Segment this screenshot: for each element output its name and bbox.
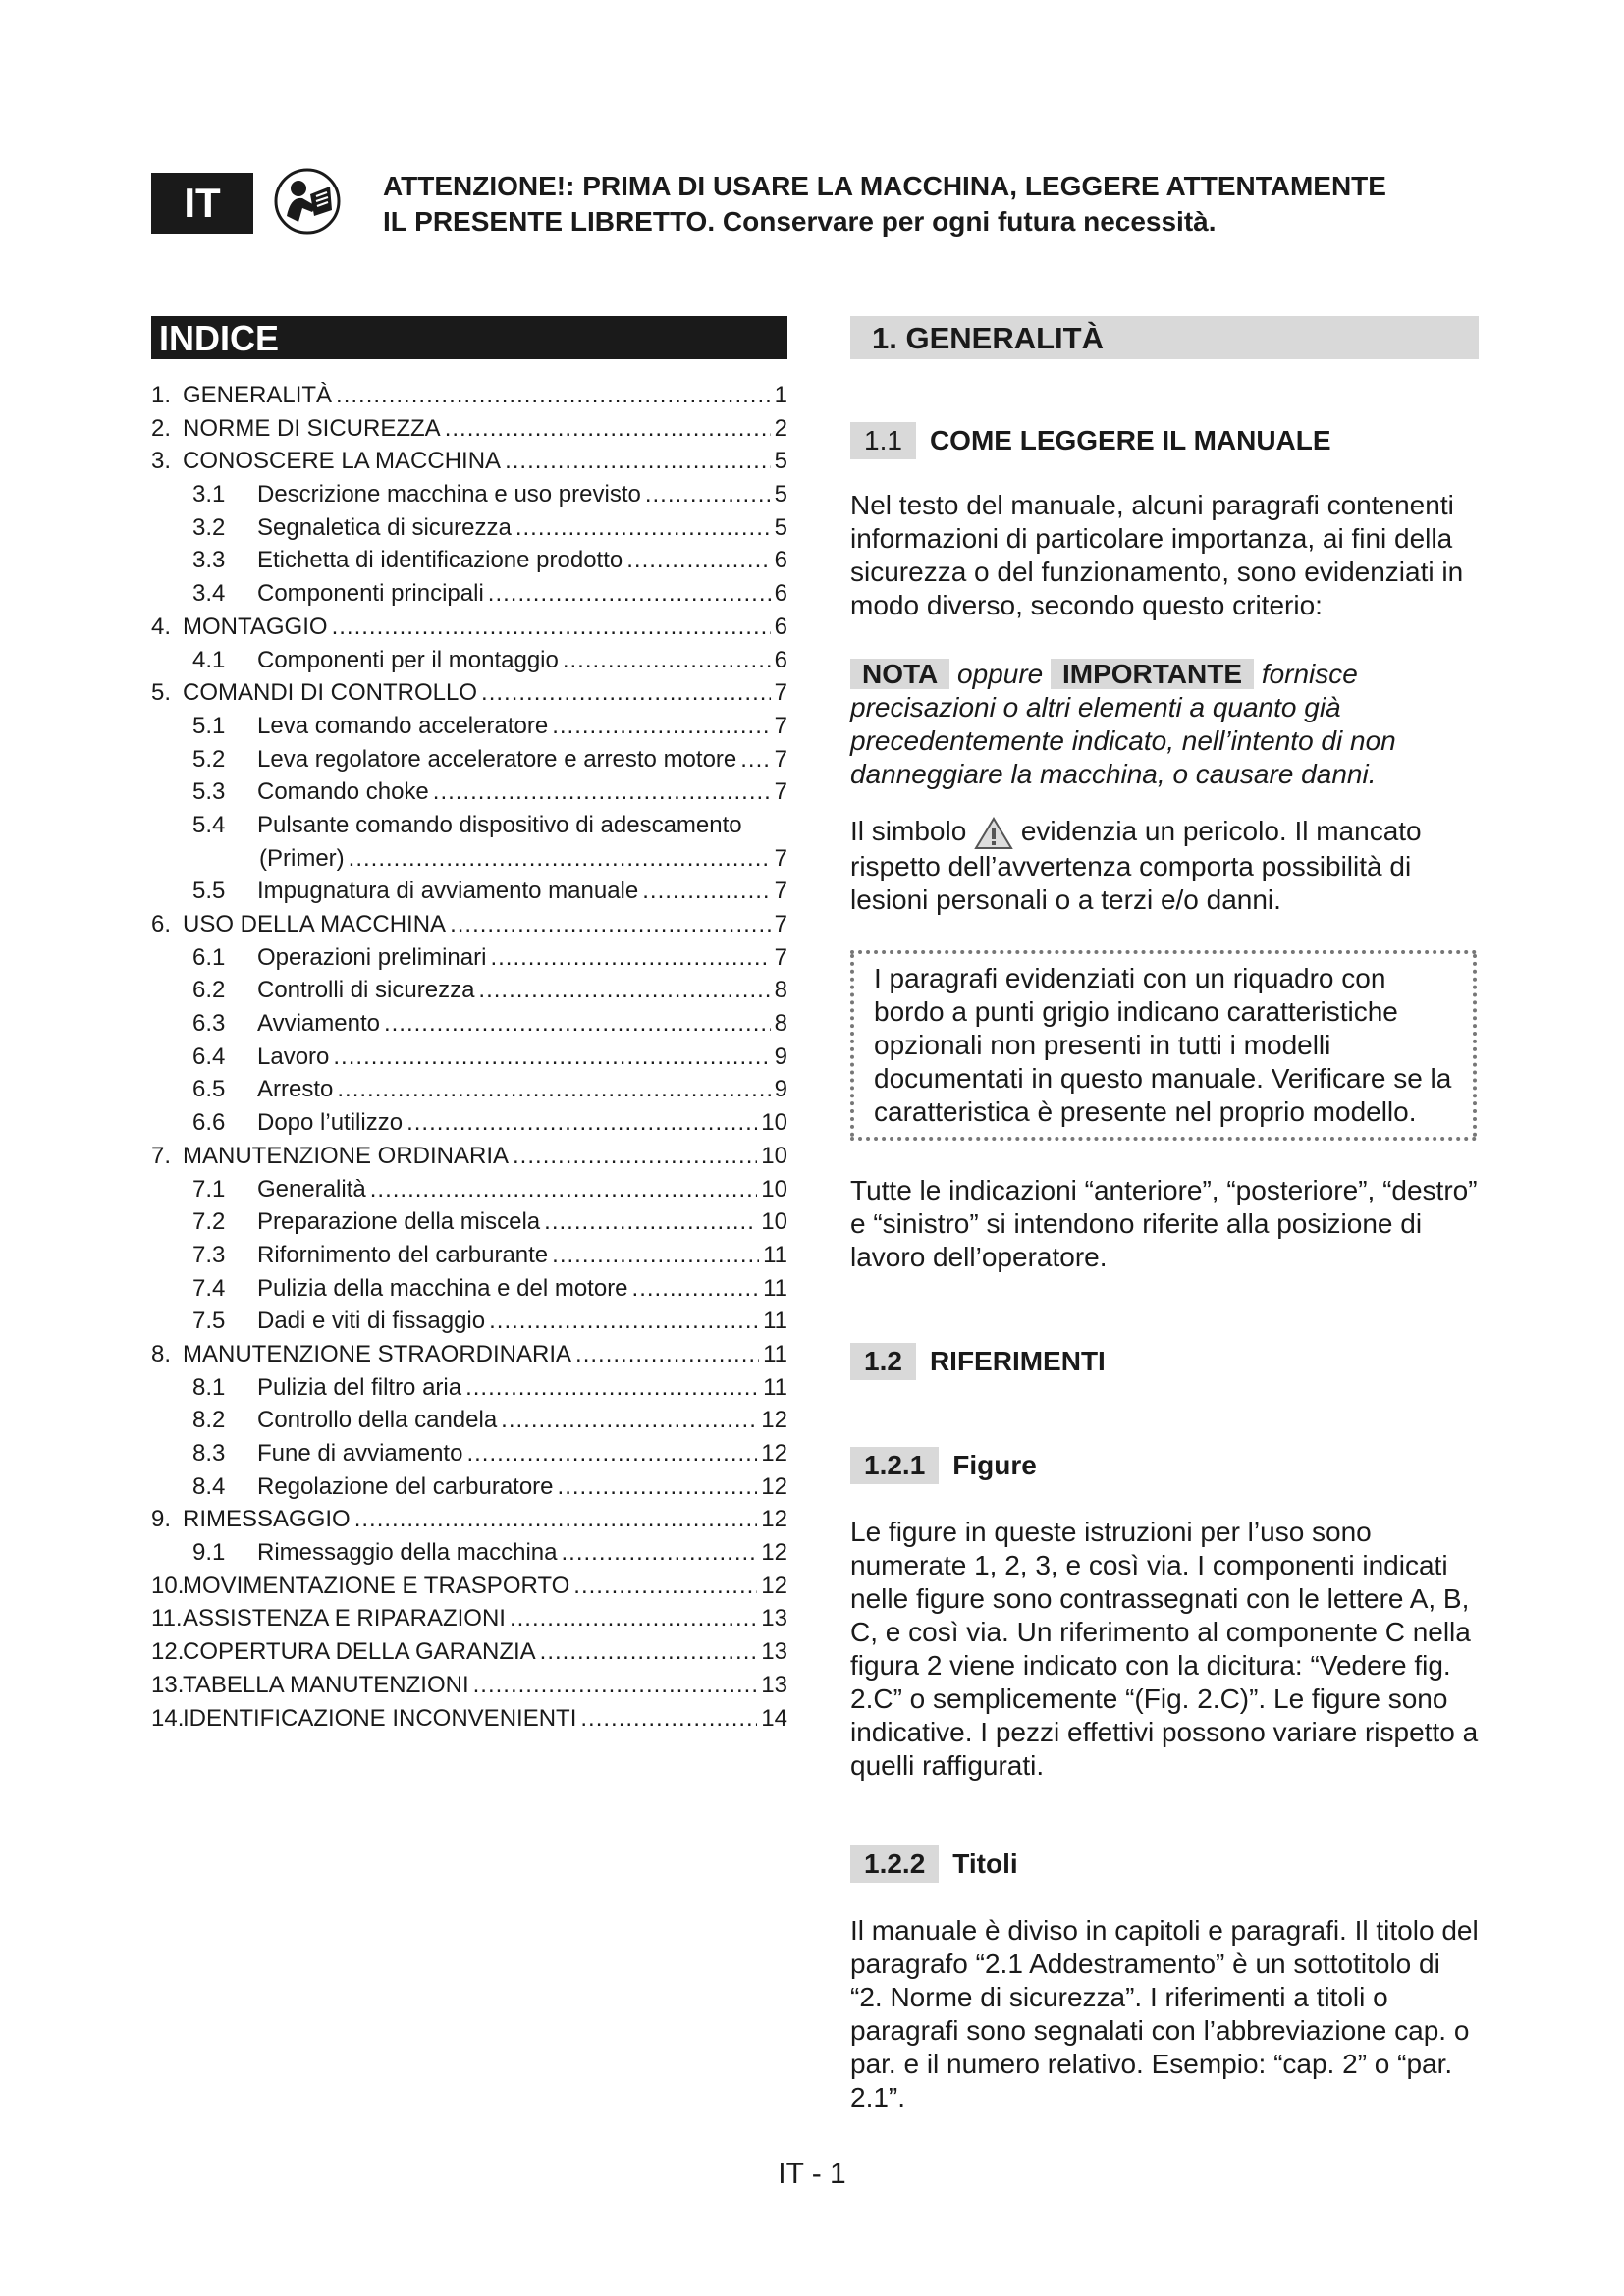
toc-entry-page: 8	[774, 977, 787, 1004]
toc-entry-number: 6.6	[192, 1109, 226, 1137]
toc-entry	[151, 743, 787, 776]
toc-leader-dots	[552, 710, 770, 743]
toc-entry	[151, 544, 787, 577]
importante-label: IMPORTANTE	[1051, 659, 1254, 689]
toc-entry-number: 6.3	[192, 1010, 226, 1038]
directions-paragraph: Tutte le indicazioni “anteriore”, “posteriore”, “destro” e “sinistro” si intendono riferite alla posizione di lavoro dell’operatore.	[850, 1175, 1478, 1272]
toc-entry-number: 5.4	[192, 811, 226, 838]
toc-entry-number: 1.	[151, 382, 172, 408]
section-title: COME LEGGERE IL MANUALE	[929, 425, 1331, 455]
section-number: 1.2	[850, 1343, 916, 1380]
toc-entry-page: 7	[774, 943, 787, 971]
toc-entry-title: Preparazione della miscela	[257, 1208, 541, 1236]
toc-entry-number: 2.	[151, 414, 172, 442]
toc-entry-title: Comando choke	[257, 778, 429, 806]
toc-entry-title: Generalità	[257, 1175, 366, 1202]
section-number: 1.2.2	[850, 1845, 939, 1883]
toc-entry-page: 12	[761, 1440, 787, 1467]
toc-entry-number: 8.	[151, 1340, 172, 1367]
toc-entry	[151, 1140, 787, 1173]
toc-entry-title: GENERALITÀ	[183, 382, 333, 408]
toc-entry	[151, 1173, 787, 1206]
toc-entry-title: Segnaletica di sicurezza	[257, 513, 512, 541]
toc-entry-title: NORME DI SICUREZZA	[183, 414, 441, 442]
toc-entry-title: Controllo della candela	[257, 1407, 498, 1434]
toc-entry-title: Rifornimento del carburante	[257, 1241, 549, 1268]
toc-entry	[151, 611, 787, 644]
toc-entry-number: 5.2	[192, 745, 226, 773]
toc-leader-dots	[333, 1041, 770, 1074]
toc-entry	[151, 1437, 787, 1470]
toc-entry-number: 14.	[151, 1704, 185, 1732]
toc-entry-number: 6.5	[192, 1076, 226, 1103]
section-title: Figure	[952, 1450, 1037, 1480]
toc-entry-title: Pulsante comando dispositivo di adescamento	[257, 811, 742, 838]
toc-entry-page: 14	[761, 1704, 787, 1732]
nota-label: NOTA	[850, 659, 949, 689]
toc-entry-title: RIMESSAGGIO	[183, 1506, 351, 1533]
toc-entry	[151, 1239, 787, 1272]
toc-leader-dots	[406, 1106, 757, 1140]
toc-entry-number: 8.3	[192, 1440, 226, 1467]
toc-entry-title: MONTAGGIO	[183, 613, 328, 640]
page-number: IT - 1	[778, 2158, 846, 2190]
toc-entry-number: 8.2	[192, 1407, 226, 1434]
intro-paragraph: Nel testo del manuale, alcuni paragrafi contenenti informazioni di particolare importanza, ai fini della sicurezza o del funzionamento, sono evidenziati in modo diverso, secondo questo criterio:	[850, 490, 1464, 620]
toc-entry-page: 10	[761, 1208, 787, 1236]
toc-entry-number: 6.4	[192, 1042, 226, 1070]
toc-entry-title: Componenti per il montaggio	[257, 646, 559, 673]
toc-entry-page: 8	[774, 1010, 787, 1038]
toc-entry-title: Arresto	[257, 1076, 334, 1103]
toc-entry-number: 6.2	[192, 977, 226, 1004]
toc-entry-page: 10	[761, 1142, 787, 1169]
section-heading-1-2	[850, 1343, 1106, 1380]
toc-leader-dots	[580, 1702, 757, 1735]
toc-leader-dots	[561, 1536, 757, 1570]
toc-entry-page: 12	[761, 1506, 787, 1533]
toc-entry	[151, 842, 787, 876]
toc-entry-title: Dopo l’utilizzo	[257, 1109, 404, 1137]
toc-entry-number: 7.2	[192, 1208, 226, 1236]
toc-leader-dots	[433, 775, 771, 809]
toc-entry-page: 11	[763, 1340, 787, 1367]
toc-entry-page: 7	[774, 878, 787, 905]
toc-entry	[151, 644, 787, 677]
section-title: Titoli	[952, 1848, 1018, 1879]
toc-entry-number: 11.	[151, 1605, 183, 1632]
toc-entry	[151, 1404, 787, 1437]
toc-leader-dots	[501, 1404, 757, 1437]
toc-entry-number: 3.4	[192, 580, 226, 608]
toc-entry	[151, 809, 787, 842]
toc-entry	[151, 1272, 787, 1306]
optional-feature-box	[850, 950, 1477, 1141]
toc-leader-dots	[515, 511, 771, 545]
toc-entry	[151, 1635, 787, 1669]
toc-entry-title: COMANDI DI CONTROLLO	[183, 679, 478, 707]
toc-entry-number: 4.1	[192, 646, 226, 673]
section-number: 1.1	[850, 422, 916, 459]
toc-entry-number: 3.	[151, 448, 172, 475]
toc-entry	[151, 511, 787, 545]
toc-entry-title: Impugnatura di avviamento manuale	[257, 878, 639, 905]
toc-entry-title: MANUTENZIONE ORDINARIA	[183, 1142, 510, 1169]
section-title: RIFERIMENTI	[929, 1346, 1106, 1376]
toc-entry	[151, 1073, 787, 1106]
toc-entry	[151, 478, 787, 511]
toc-leader-dots	[544, 1205, 757, 1239]
toc-leader-dots	[466, 1437, 757, 1470]
toc-entry-title: IDENTIFICAZIONE INCONVENIENTI	[183, 1704, 577, 1732]
toc-entry-page: 7	[774, 844, 787, 872]
toc-leader-dots	[740, 743, 770, 776]
toc-entry-title: COPERTURA DELLA GARANZIA	[183, 1638, 536, 1666]
toc-leader-dots	[490, 941, 770, 975]
toc-entry-number: 3.1	[192, 481, 226, 508]
toc-entry-page: 13	[761, 1638, 787, 1666]
toc-entry-number: 7.1	[192, 1175, 226, 1202]
toc-entry-page: 7	[774, 778, 787, 806]
toc-entry	[151, 1106, 787, 1140]
page-header	[151, 167, 1477, 245]
note-text: fornisce precisazioni o altri elementi a quanto già precedentemente indicato, nell’intento di non danneggiare la macchina, o causare danni.	[850, 659, 1396, 789]
toc-entry-page: 1	[774, 382, 787, 408]
toc-entry-page: 7	[774, 745, 787, 773]
toc-entry-title: Componenti principali	[257, 580, 484, 608]
toc-leader-dots	[573, 1570, 757, 1603]
toc-entry-number: 8.4	[192, 1472, 226, 1500]
toc-entry-title: Dadi e viti di fissaggio	[257, 1308, 486, 1335]
toc-entry-page: 13	[761, 1605, 787, 1632]
toc-leader-dots	[337, 1073, 770, 1106]
toc-entry-number: 3.3	[192, 547, 226, 574]
toc-entry-number: 12.	[151, 1638, 185, 1666]
toc-leader-dots	[336, 379, 771, 412]
warning-line-2: IL PRESENTE LIBRETTO. Conservare per ogni futura necessità.	[383, 206, 1217, 237]
toc-entry-title: ASSISTENZA E RIPARAZIONI	[183, 1605, 506, 1632]
read-manual-icon	[273, 167, 342, 236]
toc-entry-title: Etichetta di identificazione prodotto	[257, 547, 623, 574]
toc-entry-page: 11	[763, 1241, 787, 1268]
toc-leader-dots	[349, 842, 771, 876]
figures-paragraph: Le figure in queste istruzioni per l’uso sono numerate 1, 2, 3, e così via. I componenti indicati nelle figure sono contrassegnati con le lettere A, B, C, e così via. Un riferimento al componente C nella figura 2 viene indicato con la dicitura: “Vedere fig. 2.C” o semplicemente “(Fig. 2.C)”. Le figure sono indicative. I pezzi effettivi possono variare rispetto a quelli raffigurati.	[850, 1517, 1479, 1781]
toc-entry-page: 12	[761, 1407, 787, 1434]
section-heading-1-2-2	[850, 1845, 1018, 1883]
section-heading-1-2-1	[850, 1447, 1037, 1484]
toc-entry	[151, 1702, 787, 1735]
warning-triangle-icon	[974, 817, 1013, 850]
toc-leader-dots	[505, 445, 771, 478]
toc-entry-page: 11	[763, 1373, 787, 1401]
toc-list	[151, 379, 787, 1735]
toc-entry	[151, 1007, 787, 1041]
toc-entry-title: Descrizione macchina e uso previsto	[257, 481, 641, 508]
toc-leader-dots	[450, 908, 771, 941]
toc-entry	[151, 1338, 787, 1371]
toc-entry-page: 11	[763, 1308, 787, 1335]
toc-entry	[151, 875, 787, 908]
toc-entry-page: 6	[774, 580, 787, 608]
toc-entry-page: 5	[774, 513, 787, 541]
hazard-text-end: evidenzia un pericolo. Il mancato rispetto dell’avvertenza comporta possibilità di lesioni personali o a terzi e/o danni.	[850, 816, 1422, 915]
toc-entry	[151, 1503, 787, 1536]
toc-entry-page: 10	[761, 1109, 787, 1137]
toc-entry-page: 9	[774, 1076, 787, 1103]
toc-entry-page: 6	[774, 547, 787, 574]
toc-entry-title: Lavoro	[257, 1042, 330, 1070]
toc-leader-dots	[575, 1338, 759, 1371]
warning-line-1: ATTENZIONE!: PRIMA DI USARE LA MACCHINA, LEGGERE ATTENTAMENTE	[383, 171, 1386, 201]
toc-entry-page: 10	[761, 1175, 787, 1202]
toc-entry	[151, 379, 787, 412]
toc-entry	[151, 1536, 787, 1570]
toc-entry-title: (Primer)	[259, 844, 345, 872]
toc-entry-page: 12	[761, 1539, 787, 1567]
toc-leader-dots	[563, 644, 771, 677]
toc-entry-title: Leva regolatore acceleratore e arresto motore	[257, 745, 737, 773]
toc-entry-page: 9	[774, 1042, 787, 1070]
toc-leader-dots	[558, 1470, 758, 1504]
toc-entry-number: 5.5	[192, 878, 226, 905]
toc-entry	[151, 710, 787, 743]
toc-leader-dots	[481, 676, 771, 710]
read-manual-warning	[383, 169, 1386, 240]
toc-entry-number: 5.1	[192, 712, 226, 739]
toc-entry-title: Controlli di sicurezza	[257, 977, 475, 1004]
toc-entry-title: Avviamento	[257, 1010, 380, 1038]
toc-entry-number: 7.5	[192, 1308, 226, 1335]
toc-entry-page: 5	[774, 448, 787, 475]
toc-entry-page: 6	[774, 613, 787, 640]
toc-leader-dots	[510, 1602, 757, 1635]
toc-leader-dots	[465, 1371, 759, 1405]
toc-entry	[151, 1041, 787, 1074]
toc-entry-page: 2	[774, 414, 787, 442]
toc-entry-page: 5	[774, 481, 787, 508]
toc-leader-dots	[354, 1503, 758, 1536]
toc-entry	[151, 1470, 787, 1504]
toc-entry-title: MANUTENZIONE STRAORDINARIA	[183, 1340, 572, 1367]
toc-entry-title: CONOSCERE LA MACCHINA	[183, 448, 502, 475]
toc-entry-title: Rimessaggio della macchina	[257, 1539, 558, 1567]
toc-leader-dots	[513, 1140, 757, 1173]
toc-entry	[151, 1371, 787, 1405]
toc-entry	[151, 1602, 787, 1635]
toc-entry	[151, 1570, 787, 1603]
toc-entry-page: 12	[761, 1472, 787, 1500]
toc-entry	[151, 908, 787, 941]
toc-entry-page: 11	[763, 1274, 787, 1302]
toc-entry-title: Regolazione del carburatore	[257, 1472, 554, 1500]
note-paragraph	[850, 658, 1479, 791]
toc-leader-dots	[384, 1007, 771, 1041]
toc-leader-dots	[332, 611, 771, 644]
toc-leader-dots	[473, 1669, 758, 1702]
toc-leader-dots	[632, 1272, 760, 1306]
toc-entry	[151, 1669, 787, 1702]
oppure-text: oppure	[957, 659, 1044, 689]
toc-entry-number: 8.1	[192, 1373, 226, 1401]
toc-entry-title: TABELLA MANUTENZIONI	[183, 1671, 469, 1698]
toc-entry-number: 10.	[151, 1572, 185, 1599]
toc-entry-title: Fune di avviamento	[257, 1440, 463, 1467]
toc-leader-dots	[370, 1173, 758, 1206]
toc-leader-dots	[642, 875, 770, 908]
hazard-text-start: Il simbolo	[850, 816, 967, 846]
toc-entry	[151, 445, 787, 478]
toc-entry-number: 5.3	[192, 778, 226, 806]
index-title: INDICE	[151, 316, 787, 359]
toc-entry-title: Leva comando acceleratore	[257, 712, 549, 739]
section-heading-1-1	[850, 422, 1331, 459]
toc-entry-number: 6.1	[192, 943, 226, 971]
chapter-heading: 1. GENERALITÀ	[850, 316, 1479, 359]
main-content	[850, 316, 1479, 2112]
toc-leader-dots	[445, 412, 771, 446]
toc-entry-number: 6.	[151, 911, 172, 937]
titles-paragraph: Il manuale è diviso in capitoli e paragrafi. Il titolo del paragrafo “2.1 Addestramento” è un sottotitolo di “2. Norme di sicurezza”. I riferimenti a titoli o paragrafi sono segnalati con l’abbreviazione cap. o par. e il numero relativo. Esempio: “cap. 2” o “par. 2.1”.	[850, 1915, 1479, 2112]
toc-leader-dots	[645, 478, 771, 511]
toc-entry-title: MOVIMENTAZIONE E TRASPORTO	[183, 1572, 570, 1599]
table-of-contents	[151, 316, 787, 1735]
hazard-paragraph	[850, 815, 1479, 917]
toc-leader-dots	[478, 974, 770, 1007]
toc-entry-title: Pulizia della macchina e del motore	[257, 1274, 628, 1302]
toc-leader-dots	[488, 577, 771, 611]
toc-entry-number: 9.1	[192, 1539, 226, 1567]
toc-entry-number: 7.4	[192, 1274, 226, 1302]
toc-leader-dots	[489, 1305, 759, 1338]
toc-entry-number: 3.2	[192, 513, 226, 541]
toc-entry	[151, 941, 787, 975]
section-number: 1.2.1	[850, 1447, 939, 1484]
toc-entry-page: 7	[774, 679, 787, 707]
toc-entry	[151, 577, 787, 611]
toc-leader-dots	[552, 1239, 759, 1272]
toc-entry-title: USO DELLA MACCHINA	[183, 911, 447, 937]
toc-entry-number: 4.	[151, 613, 172, 640]
toc-entry-number: 13.	[151, 1671, 185, 1698]
toc-entry	[151, 1205, 787, 1239]
toc-entry-page: 13	[761, 1671, 787, 1698]
toc-entry-number: 7.	[151, 1142, 172, 1169]
toc-entry-title: Operazioni preliminari	[257, 943, 487, 971]
toc-leader-dots	[540, 1635, 758, 1669]
toc-leader-dots	[626, 544, 770, 577]
toc-entry-page: 7	[774, 911, 787, 937]
language-badge: IT	[151, 173, 253, 234]
toc-entry	[151, 676, 787, 710]
toc-entry	[151, 412, 787, 446]
toc-entry	[151, 775, 787, 809]
toc-entry-number: 9.	[151, 1506, 172, 1533]
toc-entry	[151, 1305, 787, 1338]
toc-entry-number: 5.	[151, 679, 172, 707]
toc-entry-number: 7.3	[192, 1241, 226, 1268]
toc-entry-page: 6	[774, 646, 787, 673]
toc-entry-title: Pulizia del filtro aria	[257, 1373, 462, 1401]
toc-entry-page: 12	[761, 1572, 787, 1599]
toc-entry	[151, 974, 787, 1007]
optional-feature-text: I paragrafi evidenziati con un riquadro con bordo a punti grigio indicano caratteristiche opzionali non presenti in tutti i modelli documentati in questo manuale. Verificare se la caratteristica è presente nel proprio modello.	[850, 954, 1477, 1137]
toc-entry-page: 7	[774, 712, 787, 739]
